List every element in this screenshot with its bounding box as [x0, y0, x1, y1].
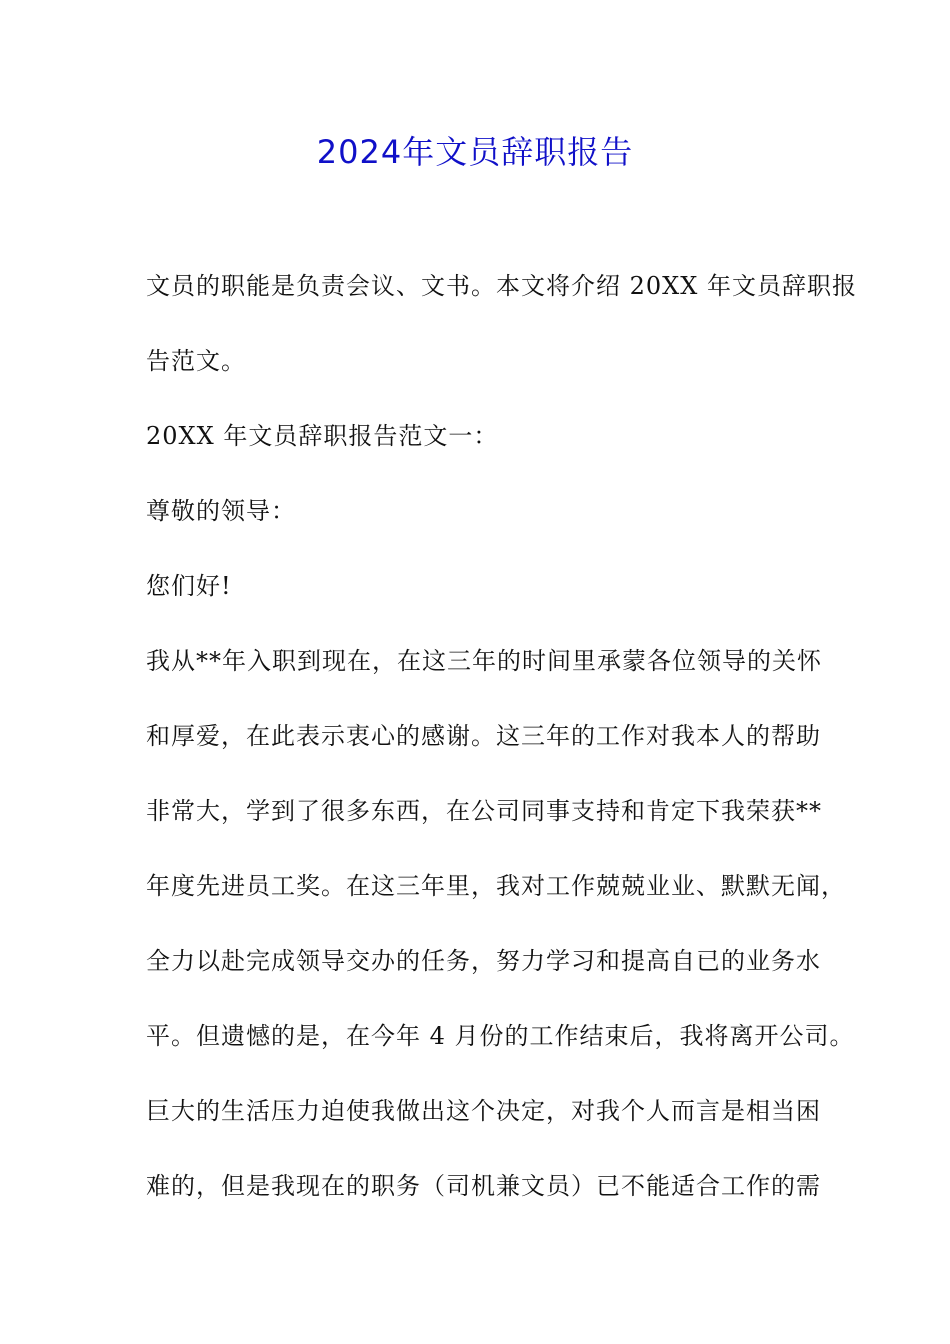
body-line: 难的，但是我现在的职务（司机兼文员）已不能适合工作的需	[146, 1172, 821, 1200]
body-line: 和厚爱，在此表示衷心的感谢。这三年的工作对我本人的帮助	[146, 722, 821, 750]
body-line: 尊敬的领导：	[146, 497, 296, 525]
document-title: 2024年文员辞职报告	[316, 133, 634, 171]
document-body	[146, 258, 857, 1233]
body-line: 平。但遗憾的是，在今年 4 月份的工作结束后，我将离开公司。	[146, 1022, 855, 1050]
body-line: 非常大，学到了很多东西，在公司同事支持和肯定下我荣获**	[146, 797, 822, 825]
body-line: 告范文。	[146, 347, 246, 375]
body-line: 全力以赴完成领导交办的任务，努力学习和提高自已的业务水	[146, 947, 821, 975]
body-line: 文员的职能是负责会议、文书。本文将介绍 20XX 年文员辞职报	[146, 272, 857, 300]
body-line: 您们好!	[146, 572, 232, 600]
body-line: 我从**年入职到现在，在这三年的时间里承蒙各位领导的关怀	[146, 647, 822, 675]
body-line: 年度先进员工奖。在这三年里，我对工作兢兢业业、默默无闻，	[146, 872, 846, 900]
body-line: 巨大的生活压力迫使我做出这个决定，对我个人而言是相当困	[146, 1097, 821, 1125]
body-line: 20XX 年文员辞职报告范文一：	[146, 422, 499, 450]
